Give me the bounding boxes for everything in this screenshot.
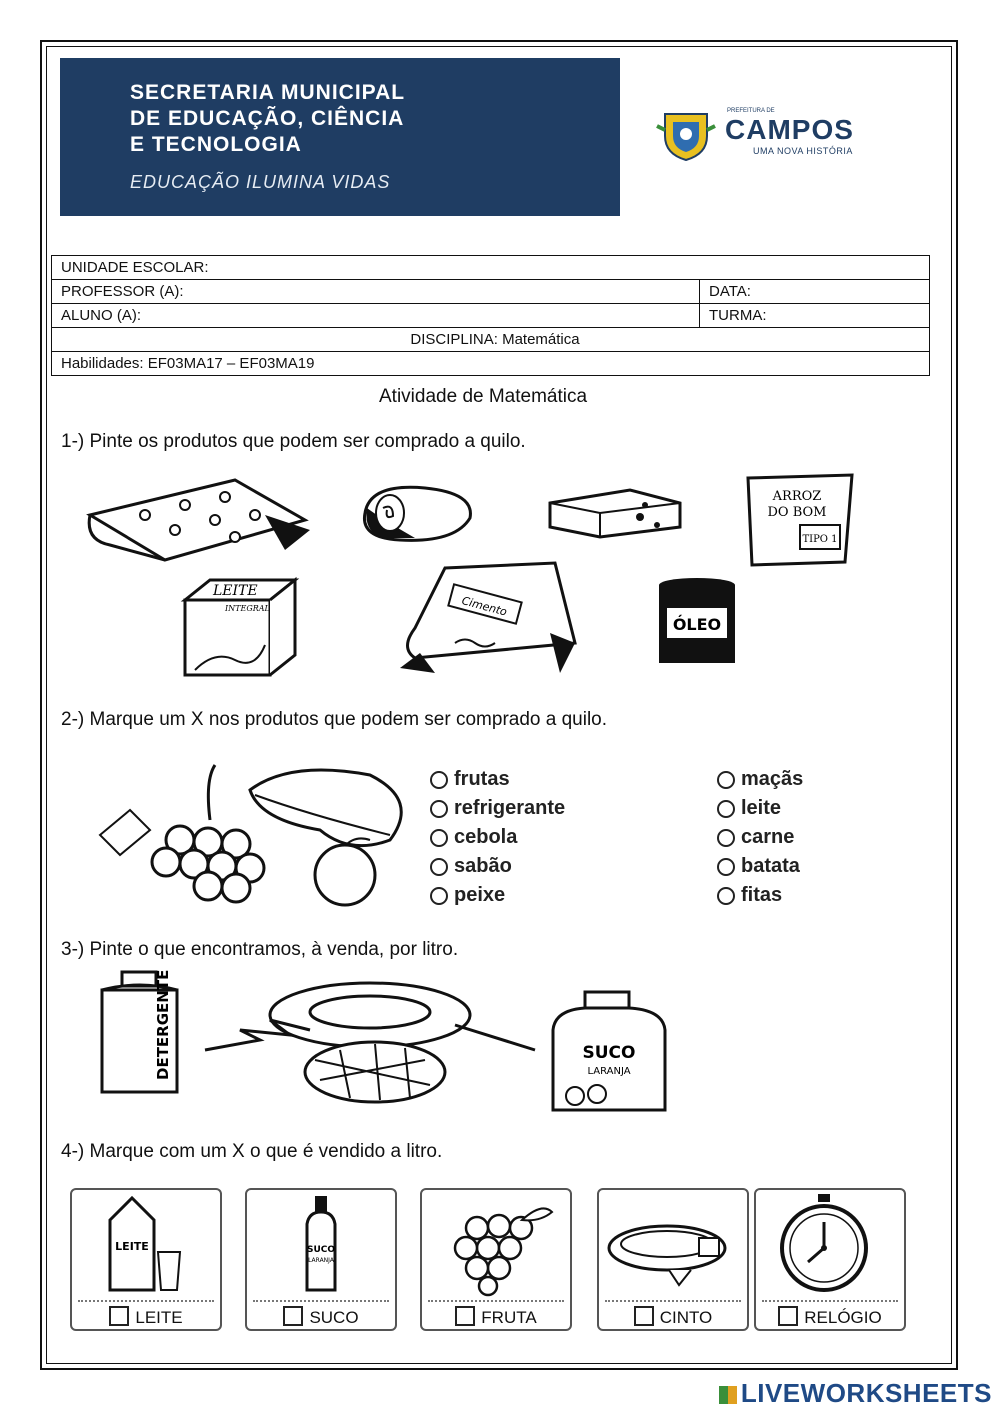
clock-icon bbox=[756, 1190, 904, 1298]
milk-brand-label: LEITE bbox=[213, 583, 258, 599]
radio-circle-icon[interactable] bbox=[717, 829, 735, 847]
radio-circle-icon[interactable] bbox=[430, 829, 448, 847]
logo-tagline: UMA NOVA HISTÓRIA bbox=[753, 146, 853, 156]
class-field[interactable]: TURMA: bbox=[700, 304, 930, 328]
checkbox-icon[interactable] bbox=[455, 1306, 475, 1326]
cheese-image[interactable] bbox=[545, 485, 685, 540]
card-cinto bbox=[597, 1188, 749, 1331]
milk-sub-label: INTEGRAL bbox=[225, 604, 270, 613]
radio-circle-icon[interactable] bbox=[430, 771, 448, 789]
checkbox-icon[interactable] bbox=[109, 1306, 129, 1326]
radio-circle-icon[interactable] bbox=[430, 858, 448, 876]
option-label: leite bbox=[741, 797, 782, 819]
radio-circle-icon[interactable] bbox=[717, 771, 735, 789]
card-option-fruta[interactable] bbox=[422, 1306, 570, 1328]
card-divider bbox=[78, 1300, 214, 1302]
detergent-bottle-image[interactable] bbox=[92, 970, 192, 1100]
card-option-relogio[interactable] bbox=[756, 1306, 904, 1328]
pineapple-tape-image[interactable] bbox=[200, 980, 540, 1105]
option-frutas[interactable] bbox=[430, 768, 510, 791]
page-border-inner bbox=[46, 46, 952, 1364]
card-divider bbox=[428, 1300, 564, 1302]
option-label: batata bbox=[741, 855, 800, 877]
option-label: cebola bbox=[454, 826, 518, 848]
card-label: SUCO bbox=[309, 1308, 359, 1327]
card-label: CINTO bbox=[659, 1308, 713, 1327]
radio-circle-icon[interactable] bbox=[430, 887, 448, 905]
card-label: LEITE bbox=[135, 1308, 183, 1327]
radio-circle-icon[interactable] bbox=[717, 887, 735, 905]
activity-title: Atividade de Matemática bbox=[379, 386, 588, 407]
fruits-image bbox=[90, 760, 410, 910]
student-info-table bbox=[51, 255, 930, 376]
fabric-roll-image[interactable] bbox=[85, 475, 315, 565]
student-field[interactable]: ALUNO (A): bbox=[52, 304, 700, 328]
option-cebola[interactable] bbox=[430, 826, 517, 849]
option-batata[interactable] bbox=[717, 855, 800, 878]
sausage-image[interactable] bbox=[355, 478, 485, 548]
option-peixe[interactable] bbox=[430, 884, 505, 907]
option-sabao[interactable] bbox=[430, 855, 512, 878]
option-label: refrigerante bbox=[454, 797, 566, 819]
coat-of-arms-icon bbox=[655, 106, 717, 162]
juice-bottle-image[interactable] bbox=[545, 990, 675, 1115]
juice-label: SUCO bbox=[582, 1043, 636, 1063]
milk-carton-icon bbox=[72, 1190, 220, 1298]
banner-title: SECRETARIA MUNICIPAL DE EDUCAÇÃO, CIÊNCIA E TECNOLOGIA bbox=[130, 81, 406, 156]
option-macas[interactable] bbox=[717, 768, 803, 791]
option-label: carne bbox=[741, 826, 795, 848]
card-divider bbox=[605, 1300, 741, 1302]
milk-carton-image[interactable] bbox=[175, 575, 300, 680]
option-label: frutas bbox=[454, 768, 510, 790]
school-field[interactable]: UNIDADE ESCOLAR: bbox=[52, 256, 930, 280]
option-carne[interactable] bbox=[717, 826, 794, 849]
question-3: 3-) Pinte o que encontramos, à venda, por litro. bbox=[61, 939, 459, 960]
date-field[interactable]: DATA: bbox=[700, 280, 930, 304]
oil-can-image[interactable] bbox=[650, 575, 745, 670]
secretaria-banner bbox=[60, 58, 620, 216]
logo-prefix: PREFEITURA DE bbox=[727, 108, 775, 114]
teacher-field[interactable]: PROFESSOR (A): bbox=[52, 280, 700, 304]
grapes-icon bbox=[422, 1190, 570, 1298]
option-label: maçãs bbox=[741, 768, 804, 790]
card-fruta bbox=[420, 1188, 572, 1331]
cement-bag-image[interactable] bbox=[395, 548, 585, 678]
card-label: FRUTA bbox=[481, 1308, 537, 1327]
checkbox-icon[interactable] bbox=[778, 1306, 798, 1326]
option-label: sabão bbox=[454, 855, 512, 877]
checkbox-icon[interactable] bbox=[634, 1306, 654, 1326]
juice-bottle-icon bbox=[247, 1190, 395, 1298]
question-4: 4-) Marque com um X o que é vendido a litro. bbox=[61, 1141, 443, 1162]
option-fitas[interactable] bbox=[717, 884, 782, 907]
card-milk-label: LEITE bbox=[115, 1240, 149, 1253]
radio-circle-icon[interactable] bbox=[717, 800, 735, 818]
question-1: 1-) Pinte os produtos que podem ser comprado a quilo. bbox=[61, 431, 526, 452]
juice-sub-label: LARANJA bbox=[587, 1066, 631, 1077]
detergent-label: DETERGENTE bbox=[154, 970, 172, 1080]
watermark-text: LIVEWORKSHEETS bbox=[740, 1378, 992, 1408]
option-label: peixe bbox=[454, 884, 506, 906]
card-option-suco[interactable] bbox=[247, 1306, 395, 1328]
radio-circle-icon[interactable] bbox=[430, 800, 448, 818]
card-juice-sub-label: LARANJA bbox=[308, 1257, 334, 1264]
card-divider bbox=[762, 1300, 898, 1302]
skills-cell: Habilidades: EF03MA17 – EF03MA19 bbox=[52, 352, 930, 376]
checkbox-icon[interactable] bbox=[283, 1306, 303, 1326]
card-option-cinto[interactable] bbox=[599, 1306, 747, 1328]
rice-label-2: DO BOM bbox=[767, 505, 827, 520]
option-leite[interactable] bbox=[717, 797, 781, 820]
card-juice-label: SUCO bbox=[306, 1245, 336, 1255]
rice-label-1: ARROZ bbox=[772, 489, 822, 504]
liveworksheets-logo-icon bbox=[719, 1386, 737, 1404]
card-leite bbox=[70, 1188, 222, 1331]
subject-cell: DISCIPLINA: Matemática bbox=[52, 328, 930, 352]
logo-name: CAMPOS bbox=[725, 114, 854, 145]
banner-slogan: EDUCAÇÃO ILUMINA VIDAS bbox=[130, 172, 391, 192]
card-divider bbox=[253, 1300, 389, 1302]
belt-icon bbox=[599, 1190, 747, 1298]
card-relogio bbox=[754, 1188, 906, 1331]
option-refrigerante[interactable] bbox=[430, 797, 565, 820]
oil-label: ÓLEO bbox=[672, 615, 722, 634]
campos-logo bbox=[655, 104, 905, 164]
option-label: fitas bbox=[741, 884, 783, 906]
rice-type-label: TIPO 1 bbox=[802, 534, 838, 545]
card-suco bbox=[245, 1188, 397, 1331]
cement-label: Cimento bbox=[460, 594, 509, 619]
card-label: RELÓGIO bbox=[804, 1308, 882, 1327]
question-2: 2-) Marque um X nos produtos que podem ser comprado a quilo. bbox=[61, 709, 608, 730]
liveworksheets-watermark bbox=[719, 1378, 992, 1409]
card-option-leite[interactable] bbox=[72, 1306, 220, 1328]
radio-circle-icon[interactable] bbox=[717, 858, 735, 876]
rice-bag-image[interactable] bbox=[740, 470, 860, 570]
